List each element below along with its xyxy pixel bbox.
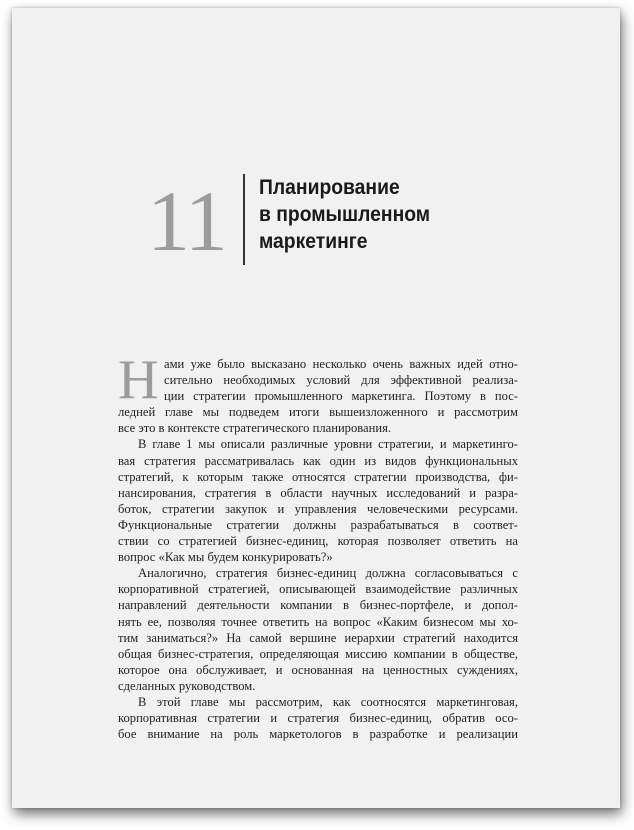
chapter-title <box>259 174 445 255</box>
chapter-title-line: Планирование <box>259 176 400 199</box>
text-line: вопрос «Как мы будем конкурировать?» <box>118 550 333 565</box>
text-line: ами уже было высказано несколько очень важных идей отно- <box>164 357 518 371</box>
text-line: ледней главе мы подведем итоги вышеизложенного и рассмотрим <box>118 405 518 420</box>
text-line: Аналогично, стратегия бизнес-единиц должна согласовываться с <box>138 566 518 581</box>
text-line: бое внимание на роль маркетологов в разработке и реализации <box>118 727 518 742</box>
text-line: ции стратегии промышленного маркетинга. Поэтому в пос- <box>164 389 518 404</box>
text-line: все это в контексте стратегического планирования. <box>118 421 392 436</box>
text-line: нять ее, позволяя точнее ответить на вопрос «Каким бизнесом мы хо- <box>118 614 518 629</box>
body-text <box>118 349 518 742</box>
text-line: корпоративной стратегией, описывающей взаимодействие различных <box>118 582 518 597</box>
text-line: направлений деятельности компании в бизнес-портфеле, и допол- <box>118 598 518 613</box>
text-line: общая бизнес-стратегия, определяющая миссию компании в обществе, <box>118 646 518 661</box>
text-line: сительно необходимых условий для эффективной реализа- <box>164 373 518 388</box>
text-line: В этой главе мы рассмотрим, как соотносятся маркетинговая, <box>138 694 518 709</box>
chapter-title-line: в промышленном <box>259 203 431 226</box>
text-line: В главе 1 мы описали различные уровни стратегии, и маркетинго- <box>138 437 518 452</box>
text-line: боток, стратегии закупок и управления человеческими ресурсами. <box>118 501 518 516</box>
text-line: тим заниматься?» На самой вершине иерархии стратегий находится <box>118 630 518 645</box>
chapter-number: 11 <box>147 173 226 269</box>
text-line: корпоративная стратегии и стратегия бизнес-единиц, обратив осо- <box>118 711 518 726</box>
text-line: сделанных руководством. <box>118 678 256 693</box>
text-line: вая стратегия рассматривалась как один из видов функциональных <box>118 453 518 468</box>
text-line: стратегий, к которым также относятся стратегии производства, фи- <box>118 469 518 484</box>
text-line: ствии со стратегией бизнес-единиц, которая позволяет ответить на <box>118 534 518 549</box>
chapter-title-line: маркетинге <box>259 230 368 253</box>
text-line: нансирования, стратегия в области научных исследований и разра- <box>118 485 518 500</box>
chapter-divider <box>243 174 245 265</box>
text-line: Функциональные стратегии должны разрабатываться в соответ- <box>118 517 518 532</box>
drop-cap: Н <box>118 349 159 411</box>
text-line: которое она обслуживает, и основанная на ценностных суждениях, <box>118 662 518 677</box>
